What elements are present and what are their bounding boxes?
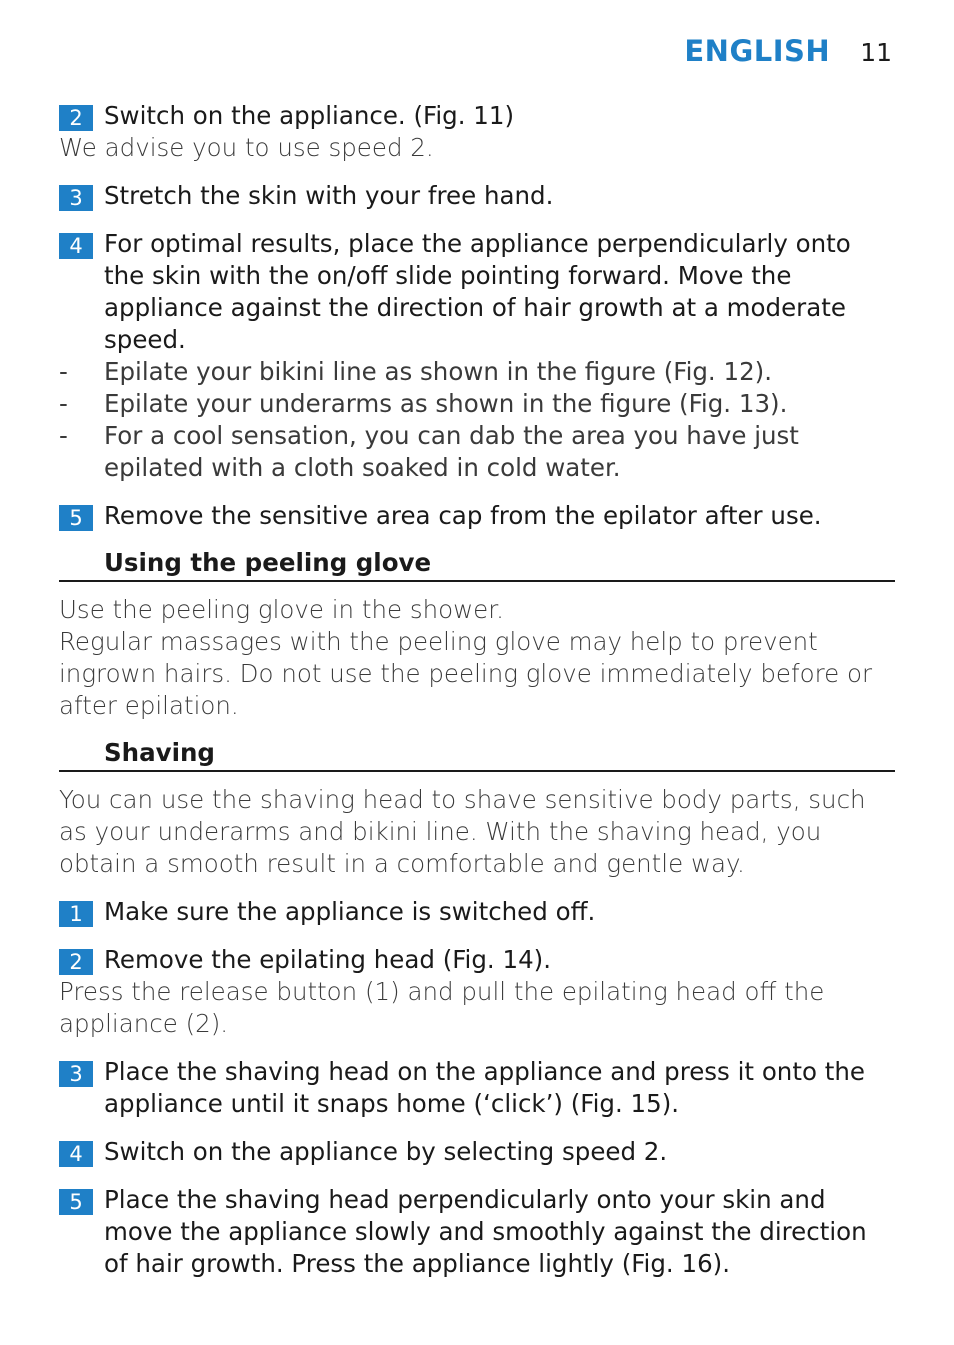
step-number-badge: 5	[59, 1189, 93, 1215]
page-content	[59, 100, 895, 1280]
step-item	[59, 100, 895, 132]
peeling-paragraph: Regular massages with the peeling glove may help to prevent ingrown hairs. Do not use the peeling glove immediately before or after epilation.	[59, 627, 873, 720]
step-item	[59, 1056, 895, 1120]
step-number-badge: 4	[59, 233, 93, 259]
step-text: Place the shaving head on the appliance and press it onto the appliance until it snaps home (‘click’) (Fig. 15).	[104, 1057, 865, 1118]
peeling-paragraph: Use the peeling glove in the shower.	[59, 595, 504, 624]
step-text: Place the shaving head perpendicularly onto your skin and move the appliance slowly and smoothly against the direction of hair growth. Press the appliance lightly (Fig. 16).	[104, 1185, 867, 1278]
step-number-badge: 2	[59, 949, 93, 975]
step-text: Switch on the appliance by selecting speed 2.	[104, 1137, 668, 1166]
language-label: ENGLISH	[684, 34, 831, 68]
page-number: 11	[860, 38, 892, 67]
page-header	[684, 34, 892, 68]
section-heading-shaving: Shaving	[59, 738, 895, 772]
step-number-badge: 3	[59, 185, 93, 211]
step-item	[59, 1184, 895, 1280]
bullet-text: Epilate your underarms as shown in the figure (Fig. 13).	[104, 389, 788, 418]
step-number-badge: 3	[59, 1061, 93, 1087]
step-item	[59, 180, 895, 212]
step-text: Stretch the skin with your free hand.	[104, 181, 554, 210]
step-item	[59, 500, 895, 532]
step-item	[59, 944, 895, 976]
step-text: Switch on the appliance. (Fig. 11)	[104, 101, 515, 130]
step-number-badge: 1	[59, 901, 93, 927]
step-text: For optimal results, place the appliance perpendicularly onto the skin with the on/off slide pointing forward. Move the appliance against the direction of hair growth at a moderate speed.	[104, 229, 851, 354]
step-text: Remove the sensitive area cap from the epilator after use.	[104, 501, 822, 530]
step-number-badge: 4	[59, 1141, 93, 1167]
shaving-intro: You can use the shaving head to shave sensitive body parts, such as your underarms and bikini line. With the shaving head, you obtain a smooth result in a comfortable and gentle way.	[59, 785, 866, 878]
bullet-item: - For a cool sensation, you can dab the area you have just epilated with a cloth soaked in cold water.	[59, 420, 895, 484]
step-note: Press the release button (1) and pull the epilating head off the appliance (2).	[59, 977, 825, 1038]
step-text: Make sure the appliance is switched off.	[104, 897, 596, 926]
section-heading-peeling: Using the peeling glove	[59, 548, 895, 582]
step-number-badge: 2	[59, 105, 93, 131]
bullet-text: For a cool sensation, you can dab the area you have just epilated with a cloth soaked in cold water.	[104, 421, 799, 482]
step-note: We advise you to use speed 2.	[59, 133, 434, 162]
bullet-text: Epilate your bikini line as shown in the figure (Fig. 12).	[104, 357, 773, 386]
step-item	[59, 896, 895, 928]
step-text: Remove the epilating head (Fig. 14).	[104, 945, 552, 974]
step-number-badge: 5	[59, 505, 93, 531]
step-item	[59, 228, 895, 356]
bullet-item: - Epilate your underarms as shown in the figure (Fig. 13).	[59, 389, 788, 418]
step-item	[59, 1136, 895, 1168]
bullet-item: - Epilate your bikini line as shown in the figure (Fig. 12).	[59, 357, 773, 386]
